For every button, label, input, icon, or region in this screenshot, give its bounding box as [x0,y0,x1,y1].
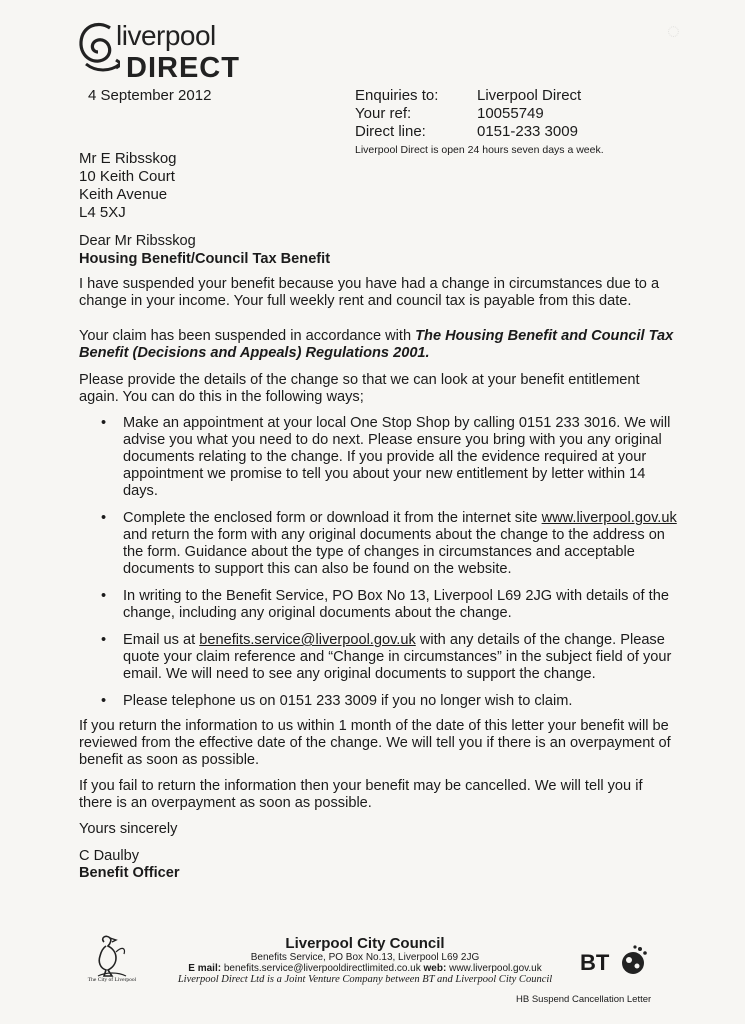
bullet: • [101,632,107,648]
closing: Yours sincerely [79,821,178,837]
letter-date: 4 September 2012 [88,87,212,104]
list-item-form [79,510,679,578]
list-item-email [79,632,679,683]
logo-text-direct: DIRECT [126,52,240,84]
letter-footer [150,935,580,985]
bt-piper-icon [618,944,648,978]
joint-venture-note: Liverpool Direct Ltd is a Joint Venture Company between BT and Liverpool City Council [177,974,553,985]
letter-heading: Housing Benefit/Council Tax Benefit [79,251,331,267]
bullet: • [101,415,107,431]
salutation: Dear Mr Ribsskog [79,233,196,249]
recipient-address [79,150,177,222]
contact-ways-list [79,415,679,710]
liverpool-direct-logo [76,18,240,84]
list-item-telephone [79,693,679,710]
telephone-text: Please telephone us on 0151 233 3009 if you no longer wish to claim. [123,693,573,709]
paragraph-suspension: I have suspended your benefit because you have had a change in circumstances due to a change in your income. Your full weekly rent and council tax is payable from this date. [79,276,660,309]
paragraph-return-info: If you return the information to us within 1 month of the date of this letter your benefit will be reviewed from the effective date of the change. We will tell you if there is an overpayment of benefit as soon as possible. [79,718,671,768]
direct-line-row [355,123,604,141]
regulations-title: The Housing Benefit and Council Tax Benefit (Decisions and Appeals) Regulations 2001. [79,328,674,361]
list-item-appointment [79,415,679,500]
enquiries-label: Enquiries to: [355,87,439,104]
email-text-rest: with any details of the change. Please quote your claim reference and “Change in circumstances” in the subject field of your email. We will need to see any original documents to support the change. [123,632,672,682]
email-text-intro: Email us at [123,632,200,648]
recipient-line2: Keith Avenue [79,186,168,203]
signatory-title: Benefit Officer [79,865,180,881]
bullet: • [101,510,107,526]
website-link[interactable]: www.liverpool.gov.uk [541,510,677,526]
your-ref-row [355,105,604,123]
enquiries-value: Liverpool Direct [477,87,582,104]
form-text-rest: and return the form with any original documents about the change to the address on the form. Guidance about the type of changes in circumstances and acceptable documents to support this can also be found on the website. [123,527,665,577]
show-through-mark: ◌ [666,18,680,43]
list-item-writing [79,588,679,622]
your-ref-label: Your ref: [355,105,412,122]
crest-caption: The City of Liverpool [87,977,137,983]
footer-web[interactable]: www.liverpool.gov.uk [449,963,542,974]
recipient-postcode: L4 5XJ [79,204,126,221]
email-label: E mail: [188,963,222,974]
enquiries-block [355,87,604,159]
city-crest [82,934,142,990]
signatory-name: C Daulby [79,848,140,864]
bullet: • [101,588,107,604]
recipient-name: Mr E Ribsskog [79,150,177,167]
enquiries-row [355,87,604,105]
direct-line-value: 0151-233 3009 [477,123,578,140]
letter-body [79,233,679,882]
footer-email[interactable]: benefits.service@liverpooldirectlimited.co.uk [223,963,421,974]
bullet: • [101,693,107,709]
direct-line-label: Direct line: [355,123,426,140]
appointment-text: Make an appointment at your local One Stop Shop by calling 0151 233 3016. We will advise you what you need to do next. Please ensure you bring with you any original documents relating to the change. If you provide all the evidence required at your appointment we promise to tell you about your new entitlement by letter within 14 days. [123,415,671,499]
regulations-intro: Your claim has been suspended in accordance with [79,328,416,344]
council-name: Liverpool City Council [285,935,445,952]
bt-logo [580,944,650,980]
bt-logo-text: BT [580,950,610,975]
footer-contact-line [150,963,580,974]
your-ref-value: 10055749 [477,105,544,122]
liver-bird-icon [82,934,142,978]
writing-text: In writing to the Benefit Service, PO Box No 13, Liverpool L69 2JG with details of the change, including any original documents about the change. [123,588,669,621]
paragraph-cancellation: If you fail to return the information then your benefit may be cancelled. We will tell you if there is an overpayment as soon as possible. [79,778,643,811]
opening-hours-note: Liverpool Direct is open 24 hours seven days a week. [355,144,604,156]
swirl-icon [76,18,120,78]
benefits-service-address: Benefits Service, PO Box No.13, Liverpool L69 2JG [250,952,480,963]
paragraph-provide-details: Please provide the details of the change so that we can look at your benefit entitlement again. You can do this in the following ways; [79,372,640,405]
paragraph-regulations [79,328,679,362]
form-reference: HB Suspend Cancellation Letter [516,994,652,1005]
form-text-intro: Complete the enclosed form or download it from the internet site [123,510,542,526]
logo-text-liverpool: liverpool [116,20,216,51]
email-link[interactable]: benefits.service@liverpool.gov.uk [199,632,416,648]
recipient-line1: 10 Keith Court [79,168,175,185]
web-label: web: [423,963,447,974]
